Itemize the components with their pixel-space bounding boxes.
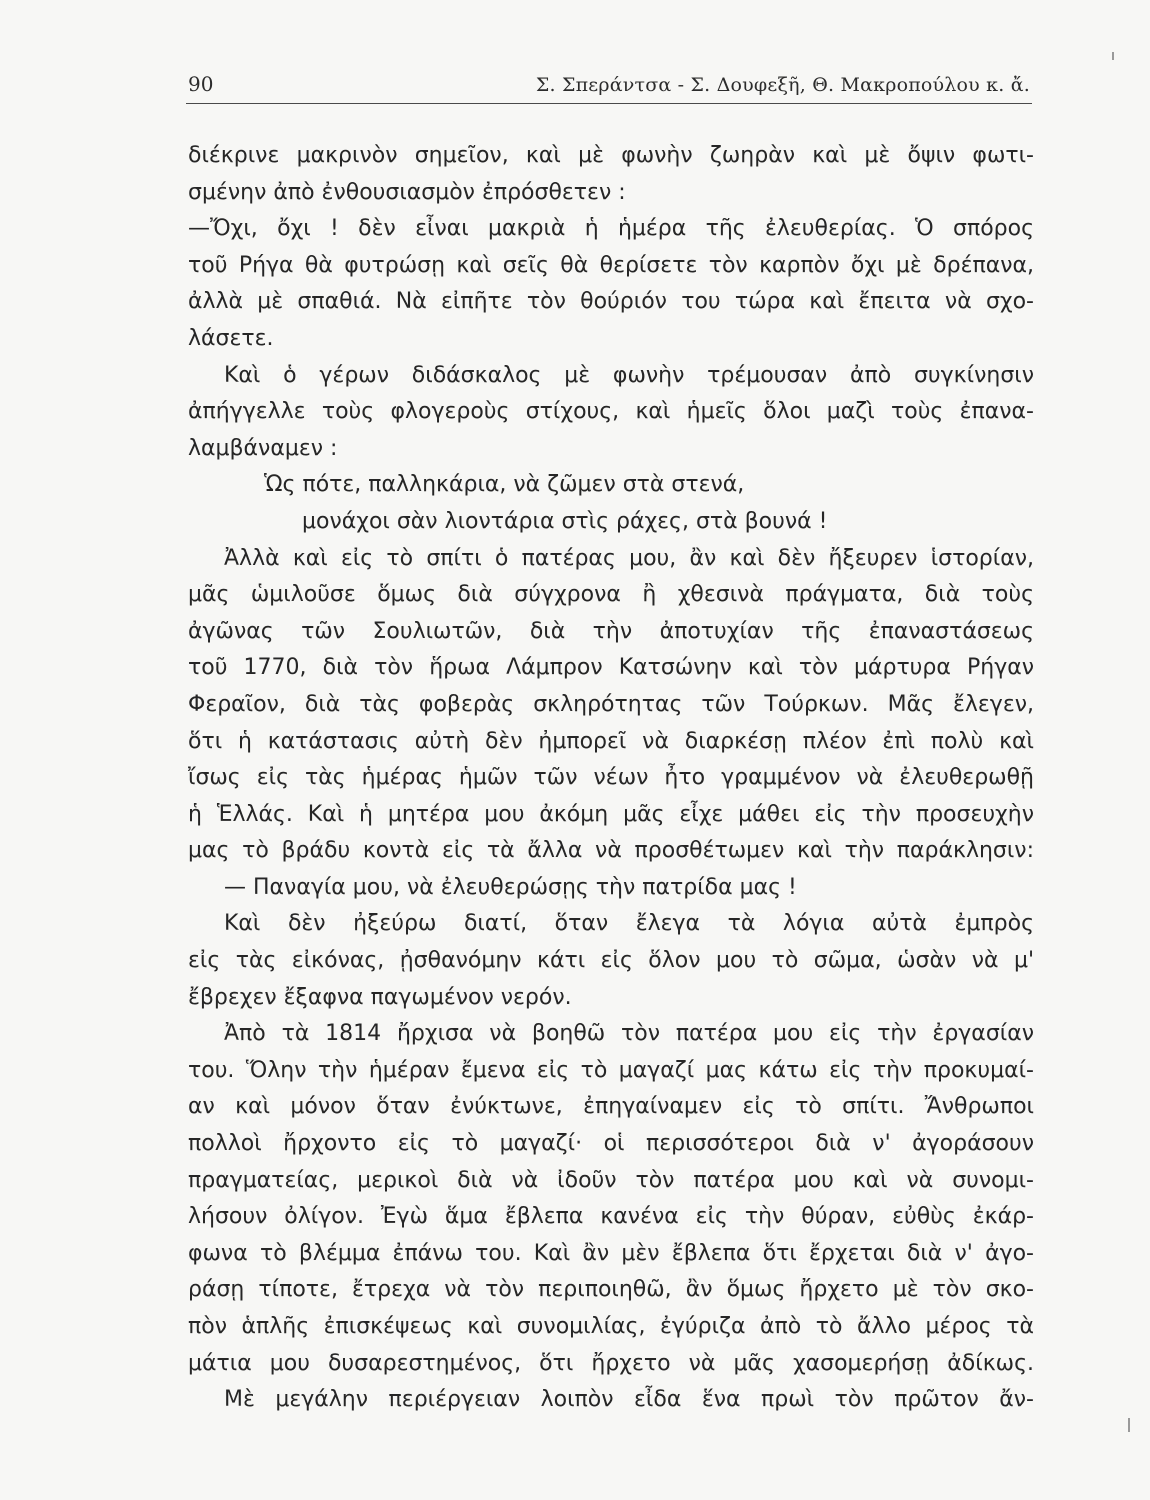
text-line: Καὶ δὲν ἠξεύρω διατί, ὅταν ἔλεγα τὰ λόγια αὐτὰ ἐμπρὸς [224,911,1034,937]
text-line: εἰς τὰς εἰκόνας, ᾐσθανόμην κάτι εἰς ὅλον μου τὸ σῶμα, ὡσὰν νὰ μ' [188,948,1034,974]
scan-mark [1128,1418,1130,1432]
text-line: φωνα τὸ βλέμμα ἐπάνω του. Καὶ ἂν μὲν ἔβλεπα ὅτι ἔρχεται διὰ ν' ἀγο- [188,1240,1034,1266]
page-header [188,72,1030,100]
verse-line: μονάχοι σὰν λιοντάρια στὶς ράχες, στὰ βουνά ! [302,508,828,534]
text-line: αν καὶ μόνον ὅταν ἐνύκτωνε, ἐπηγαίναμεν εἰς τὸ σπίτι. Ἄνθρωποι [188,1094,1034,1120]
text-line: πραγματείας, μερικοὶ διὰ νὰ ἰδοῦν τὸν πατέρα μου καὶ νὰ συνομι- [188,1167,1034,1193]
text-line: μάτια μου δυσαρεστημένος, ὅτι ἤρχετο νὰ μᾶς χασομερήσῃ ἀδίκως. [188,1350,1034,1376]
text-line: Καὶ ὁ γέρων διδάσκαλος μὲ φωνὴν τρέμουσαν ἀπὸ συγκίνησιν [224,362,1034,388]
scan-mark [1112,52,1114,60]
text-line: ἀλλὰ μὲ σπαθιά. Νὰ εἰπῆτε τὸν θούριόν του τώρα καὶ ἔπειτα νὰ σχο- [188,289,1034,315]
text-line: Φεραῖον, διὰ τὰς φοβερὰς σκληρότητας τῶν Τούρκων. Μᾶς ἔλεγεν, [188,691,1034,717]
text-line: διέκρινε μακρινὸν σημεῖον, καὶ μὲ φωνὴν ζωηρὰν καὶ μὲ ὄψιν φωτι- [188,143,1034,168]
text-line: ἀγῶνας τῶν Σουλιωτῶν, διὰ τὴν ἀποτυχίαν τῆς ἐπαναστάσεως [188,618,1034,644]
text-line: Μὲ μεγάλην περιέργειαν λοιπὸν εἶδα ἕνα πρωὶ τὸν πρῶτον ἄν- [224,1387,1034,1413]
text-line: — Παναγία μου, νὰ ἐλευθερώσῃς τὴν πατρίδα μας ! [224,874,797,900]
text-line: τοῦ 1770, διὰ τὸν ἥρωα Λάμπρον Κατσώνην καὶ τὸν μάρτυρα Ρήγαν [188,655,1034,681]
page-number: 90 [188,72,214,96]
header-rule [186,103,1032,104]
text-line: ράσῃ τίποτε, ἔτρεχα νὰ τὸν περιποιηθῶ, ἂν ὅμως ἤρχετο μὲ τὸν σκο- [188,1277,1034,1303]
text-line: Ἀλλὰ καὶ εἰς τὸ σπίτι ὁ πατέρας μου, ἂν καὶ δὲν ἤξευρεν ἱστορίαν, [224,545,1034,571]
text-line: ἀπήγγελλε τοὺς φλογεροὺς στίχους, καὶ ἡμεῖς ὅλοι μαζὶ τοὺς ἐπανα- [188,399,1034,425]
text-line: ἡ Ἑλλάς. Καὶ ἡ μητέρα μου ἀκόμη μᾶς εἶχε μάθει εἰς τὴν προσευχὴν [188,801,1034,827]
text-line: τοῦ Ρήγα θὰ φυτρώσῃ καὶ σεῖς θὰ θερίσετε τὸν καρπὸν ὄχι μὲ δρέπανα, [188,252,1034,278]
text-line: —Ὄχι, ὄχι ! δὲν εἶναι μακριὰ ἡ ἡμέρα τῆς ἐλευθερίας. Ὁ σπόρος [188,216,1034,242]
text-line: λήσουν ὀλίγον. Ἐγὼ ἅμα ἔβλεπα κανένα εἰς τὴν θύραν, εὐθὺς ἐκάρ- [188,1204,1034,1230]
text-line: πολλοὶ ἤρχοντο εἰς τὸ μαγαζί· οἱ περισσότεροι διὰ ν' ἀγοράσουν [188,1131,1034,1157]
text-line: μας τὸ βράδυ κοντὰ εἰς τὰ ἄλλα νὰ προσθέτωμεν καὶ τὴν παράκλησιν: [188,838,1034,864]
text-line: Ἀπὸ τὰ 1814 ἤρχισα νὰ βοηθῶ τὸν πατέρα μου εἰς τὴν ἐργασίαν [224,1021,1034,1047]
text-line: του. Ὅλην τὴν ἡμέραν ἔμενα εἰς τὸ μαγαζί μας κάτω εἰς τὴν προκυμαί- [188,1057,1034,1083]
text-line: πὸν ἁπλῆς ἐπισκέψεως καὶ συνομιλίας, ἐγύριζα ἀπὸ τὸ ἄλλο μέρος τὰ [188,1314,1034,1339]
text-line: μᾶς ὡμιλοῦσε ὅμως διὰ σύγχρονα ἢ χθεσινὰ πράγματα, διὰ τοὺς [188,582,1034,608]
text-line: ὅτι ἡ κατάστασις αὐτὴ δὲν ἠμπορεῖ νὰ διαρκέσῃ πλέον ἐπὶ πολὺ καὶ [188,728,1034,754]
page-body [188,138,1034,1419]
text-line: ἔβρεχεν ἔξαφνα παγωμένον νερόν. [188,984,572,1010]
text-line: λαμβάναμεν : [188,435,338,461]
text-line: σμένην ἀπὸ ἐνθουσιασμὸν ἐπρόσθετεν : [188,179,626,205]
verse-line: Ὡς πότε, παλληκάρια, νὰ ζῶμεν στὰ στενά, [264,472,745,498]
running-head: Σ. Σπεράντσα - Σ. Δουφεξῆ, Θ. Μακροπούλου κ. ἄ. [535,74,1030,96]
text-line: ἴσως εἰς τὰς ἡμέρας ἡμῶν τῶν νέων ἦτο γραμμένον νὰ ἐλευθερωθῇ [188,765,1034,791]
text-line: λάσετε. [188,325,274,351]
